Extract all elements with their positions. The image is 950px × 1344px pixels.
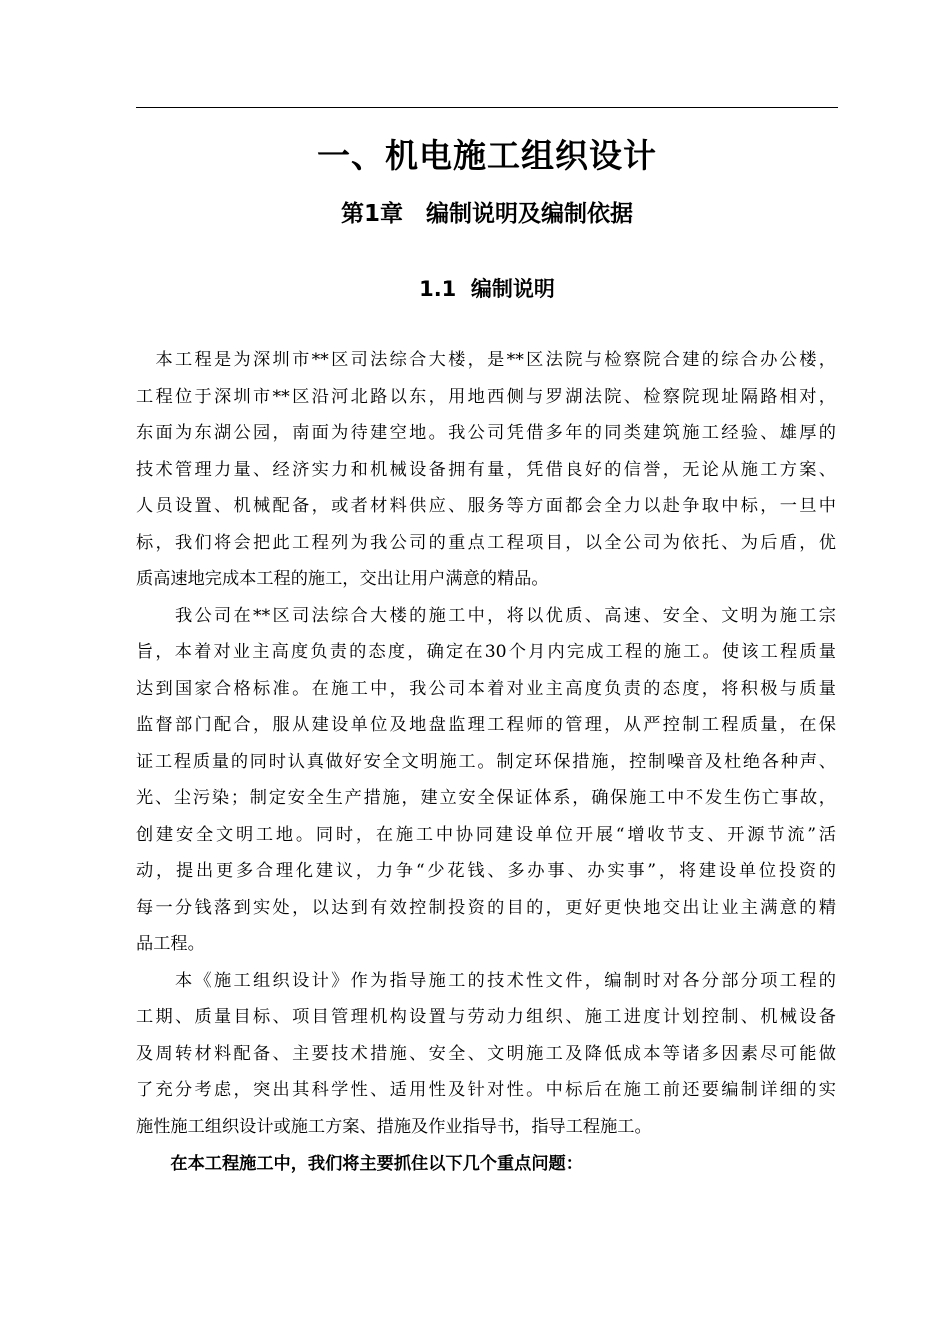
paragraph-line: 光、尘污染；制定安全生产措施，建立安全保证体系，确保施工中不发生伤亡事故， [136, 788, 836, 808]
paragraph-line: 每一分钱落到实处，以达到有效控制投资的目的，更好更快地交出让业主满意的精 [136, 897, 836, 918]
key-points-intro [136, 1146, 836, 1183]
paragraph-line: 了充分考虑，突出其科学性、适用性及针对性。中标后在施工前还要编制详细的实 [136, 1080, 836, 1100]
main-title: 一、机电施工组织设计 [317, 136, 657, 175]
paragraph-line: 标，我们将会把此工程列为我公司的重点工程项目，以全公司为依托、为后盾，优 [136, 532, 836, 553]
paragraph-line: 创建安全文明工地。同时，在施工中协同建设单位开展“增收节支、开源节流”活 [136, 824, 836, 845]
paragraph-line: 证工程质量的同时认真做好安全文明施工。制定环保措施，控制噪音及杜绝各种声、 [136, 751, 836, 772]
paragraph-line: 旨，本着对业主高度负责的态度，确定在30个月内完成工程的施工。使该工程质量 [136, 642, 836, 662]
header-rule [136, 107, 838, 108]
paragraph-line: 品工程。 [136, 934, 205, 954]
paragraph-intro [136, 342, 836, 598]
paragraph-line: 达到国家合格标准。在施工中，我公司本着对业主高度负责的态度，将积极与质量 [136, 678, 836, 699]
section-title: 1.1 编制说明 [419, 277, 555, 301]
paragraph-line: 监督部门配合，服从建设单位及地盘监理工程师的管理，从严控制工程质量，在保 [136, 715, 836, 735]
paragraph-design-document [136, 963, 836, 1146]
paragraph-line: 及周转材料配备、主要技术措施、安全、文明施工及降低成本等诸多因素尽可能做 [136, 1043, 836, 1064]
paragraph-line: 本《施工组织设计》作为指导施工的技术性文件，编制时对各分部分项工程的 [136, 970, 836, 991]
paragraph-line: 东面为东湖公园，南面为待建空地。我公司凭借多年的同类建筑施工经验、雄厚的 [136, 423, 836, 443]
paragraph-line: 质高速地完成本工程的施工，交出让用户满意的精品。 [136, 569, 549, 589]
key-points-intro-text: 在本工程施工中，我们将主要抓住以下几个重点问题： [136, 1154, 583, 1174]
paragraph-line: 我公司在**区司法综合大楼的施工中，将以优质、高速、安全、文明为施工宗 [136, 605, 836, 626]
body-text [136, 342, 836, 1183]
paragraph-line: 人员设置、机械配备，或者材料供应、服务等方面都会全力以赴争取中标，一旦中 [136, 496, 836, 516]
paragraph-line: 本工程是为深圳市**区司法综合大楼，是**区法院与检察院合建的综合办公楼， [136, 350, 836, 370]
paragraph-commitment [136, 598, 836, 963]
paragraph-line: 工期、质量目标、项目管理机构设置与劳动力组织、施工进度计划控制、机械设备 [136, 1007, 836, 1027]
paragraph-line: 动，提出更多合理化建议，力争“少花钱、多办事、办实事”，将建设单位投资的 [136, 861, 836, 881]
paragraph-line: 施性施工组织设计或施工方案、措施及作业指导书，指导工程施工。 [136, 1116, 652, 1137]
paragraph-line: 工程位于深圳市**区沿河北路以东，用地西侧与罗湖法院、检察院现址隔路相对， [136, 386, 836, 407]
paragraph-line: 技术管理力量、经济实力和机械设备拥有量，凭借良好的信誉，无论从施工方案、 [136, 459, 836, 480]
chapter-title: 第1章 编制说明及编制依据 [340, 201, 633, 227]
